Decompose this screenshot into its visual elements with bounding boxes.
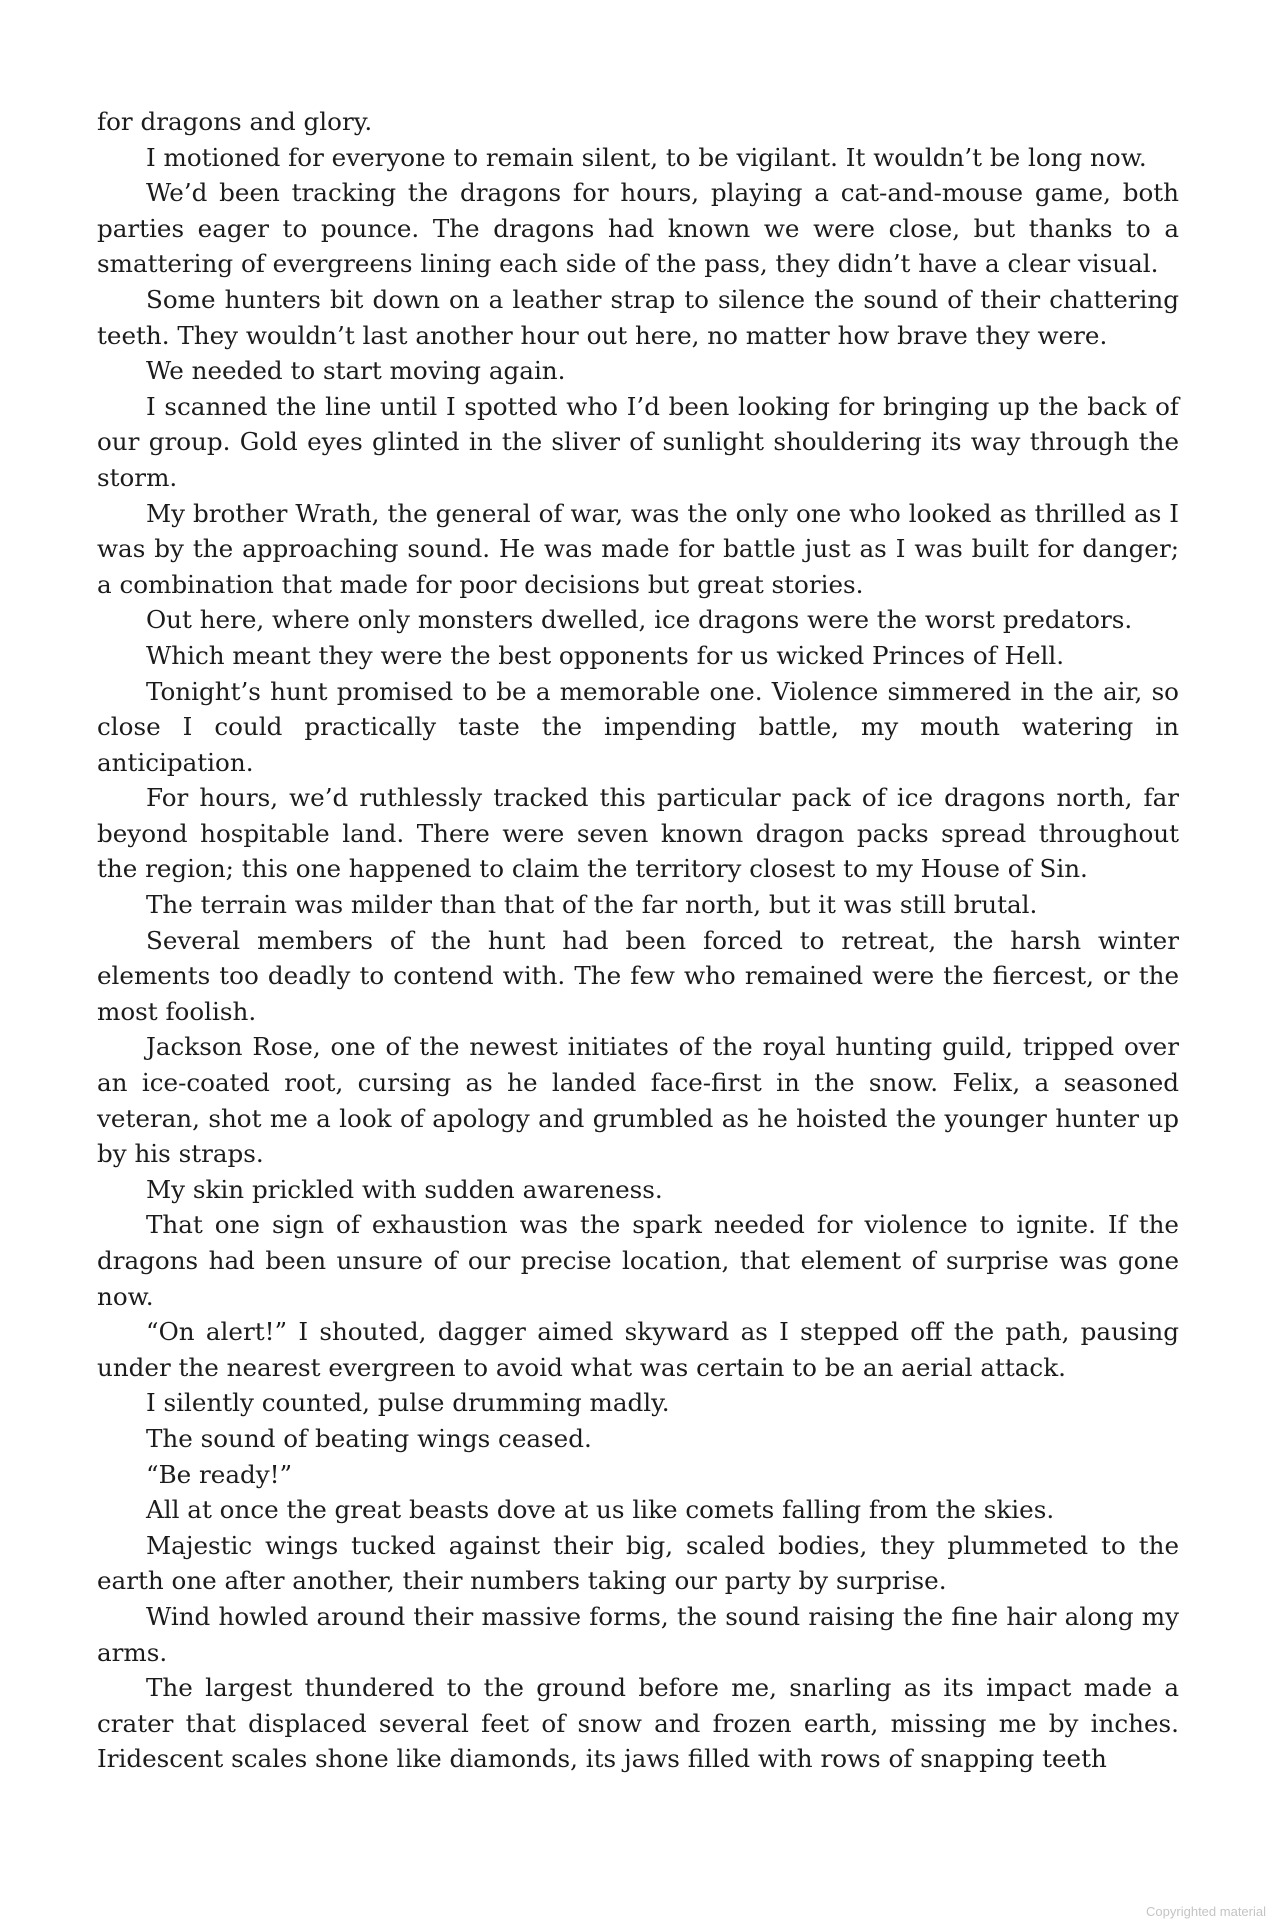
paragraph-16: That one sign of exhaustion was the spark needed for violence to ignite. If the dragons had been unsure of our precise location, that element of surprise was gone now. [97,1210,1179,1311]
paragraph-4: Some hunters bit down on a leather strap to silence the sound of their chattering teeth. They wouldn’t last another hour out here, no matter how brave they were. [97,284,1179,350]
paragraph-18: I silently counted, pulse drumming madly. [146,1388,670,1418]
paragraph-3: We’d been tracking the dragons for hours, playing a cat-and-mouse game, both parties eager to pounce. The dragons had known we were close, but thanks to a smattering of evergreens lining each side of the pass, they didn’t have a clear visual. [97,178,1179,279]
paragraph-19: The sound of beating wings ceased. [146,1423,592,1453]
paragraph-17: “On alert!” I shouted, dagger aimed skyward as I stepped off the path, pausing under the nearest evergreen to avoid what was certain to be an aerial attack. [97,1317,1179,1382]
paragraph-23: Wind howled around their massive forms, the sound raising the fine hair along my arms. [97,1601,1179,1667]
paragraph-5: We needed to start moving again. [146,356,566,386]
paragraph-2: I motioned for everyone to remain silent, to be vigilant. It wouldn’t be long now. [146,142,1147,172]
paragraph-13: Several members of the hunt had been forced to retreat, the harsh winter elements too deadly to contend with. The few who remained were the fiercest, or the most foolish. [97,925,1179,1026]
paragraph-10: Tonight’s hunt promised to be a memorable one. Violence simmered in the air, so close I could practically taste the impending battle, my mouth watering in anticipation. [97,676,1179,777]
paragraph-20: “Be ready!” [146,1459,293,1489]
paragraph-6: I scanned the line until I spotted who I’d been looking for bringing up the back of our group. Gold eyes glinted in the sliver of sunlight shouldering its way through the storm. [97,391,1179,492]
paragraph-22: Majestic wings tucked against their big, scaled bodies, they plummeted to the earth one after another, their numbers taking our party by surprise. [97,1530,1179,1596]
paragraph-12: The terrain was milder than that of the far north, but it was still brutal. [146,890,1038,920]
book-page-text [97,104,1179,1777]
paragraph-21: All at once the great beasts dove at us like comets falling from the skies. [146,1495,1055,1525]
paragraph-7: My brother Wrath, the general of war, was the only one who looked as thrilled as I was by the approaching sound. He was made for battle just as I was built for danger; a combination that made for poor decisions but great stories. [97,498,1179,599]
paragraph-24: The largest thundered to the ground before me, snarling as its impact made a crater that displaced several feet of snow and frozen earth, missing me by inches. Iridescent scales shone like diamonds, its jaws filled with rows of snapping teeth [97,1673,1179,1774]
paragraph-15: My skin prickled with sudden awareness. [146,1174,663,1204]
paragraph-1: for dragons and glory. [97,107,373,136]
paragraph-14: Jackson Rose, one of the newest initiates of the royal hunting guild, tripped over an ice-coated root, cursing as he landed face-first in the snow. Felix, a seasoned veteran, shot me a look of apology and grumbled as he hoisted the younger hunter up by his straps. [97,1032,1179,1169]
paragraph-11: For hours, we’d ruthlessly tracked this particular pack of ice dragons north, far beyond hospitable land. There were seven known dragon packs spread throughout the region; this one happened to claim the territory closest to my House of Sin. [97,783,1179,884]
copyright-watermark: Copyrighted material [1146,1904,1266,1919]
paragraph-8: Out here, where only monsters dwelled, ice dragons were the worst predators. [146,605,1133,635]
paragraph-9: Which meant they were the best opponents for us wicked Princes of Hell. [146,640,1065,670]
